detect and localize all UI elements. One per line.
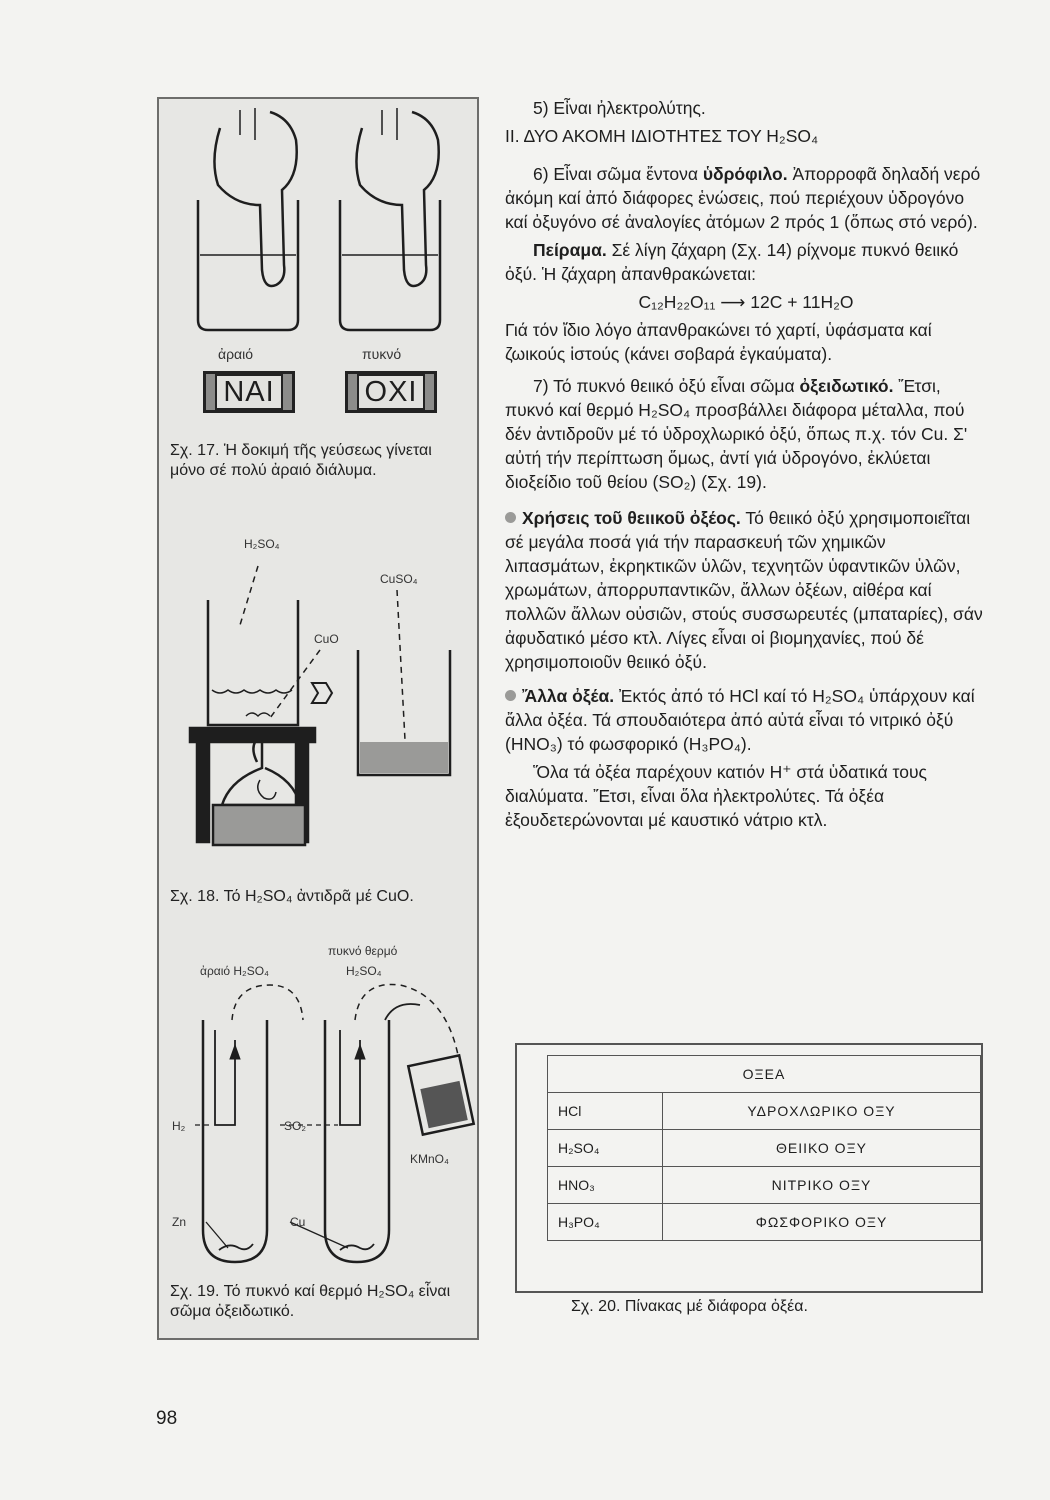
other-acids-paragraph: [505, 684, 987, 756]
fig19-label-conc-line2: H₂SO₄: [346, 964, 382, 978]
item-7-start: 7) Τό πυκνό θειικό ὀξύ εἶναι σῶμα: [533, 376, 800, 396]
section-heading-ii: ΙΙ. ΔΥΟ ΑΚΟΜΗ ΙΔΙΟΤΗΤΕΣ ΤΟΥ H₂SO₄: [505, 126, 819, 146]
table-row: [548, 1093, 981, 1130]
fig19-drawing: [195, 984, 474, 1262]
fig17-drawing: [198, 108, 440, 330]
acid-formula: HNO₃: [548, 1167, 663, 1204]
item-7-bold: ὀξειδωτικό.: [799, 376, 894, 396]
uses-bold: Χρήσεις τοῦ θειικοῦ ὀξέος.: [522, 508, 741, 528]
table-row: [548, 1204, 981, 1241]
other-acids-rest: Ἐκτός ἀπό τό HCl καί τό H₂SO₄ ὑπάρχουν καί ἄλλα ὀξέα. Τά σπουδαιότερα ἀπό αὐτά εἶναι τό νιτρικό ὀξύ (HNO₃) τό φωσφορικό (H₃PO₄).: [505, 686, 975, 754]
same-reason-paragraph: Γιά τόν ἴδιο λόγο ἀπανθρακώνει τό χαρτί, ὑφάσματα καί ζωικούς ἱστούς (κάνει σοβαρά ἐγκαύματα).: [505, 320, 932, 364]
item-6-start: 6) Εἶναι σῶμα ἔντονα: [533, 164, 703, 184]
fig19-label-h2: H₂: [172, 1119, 186, 1133]
item-6-rest: Ἀπορροφᾶ δηλαδή νερό ἀκόμη καί ἀπό διάφορες ἑνώσεις, πού περιέχουν ὑδρογόνο καί ὀξυγόνο σέ ἀναλογίες ἀτόμων 2 πρός 1 (ὅπως στό νερό).: [505, 164, 981, 232]
main-text-column: [505, 96, 987, 836]
acids-table-header: ΟΞΕΑ: [548, 1056, 981, 1093]
fig17-label-dilute: ἀραιό: [218, 346, 254, 362]
experiment-bold: Πείραμα.: [533, 240, 607, 260]
acid-name: ΝΙΤΡΙΚΟ ΟΞΥ: [663, 1167, 981, 1204]
item-7: [505, 374, 987, 494]
uses-rest: Τό θειικό ὀξύ χρησιμοποιεῖται σέ μεγάλα ποσά γιά τήν παρασκευή τῶν χημικῶν λιπασμάτων, ἐκρηκτικῶν ὑλῶν, τεχνητῶν ὑφαντικῶν ὑλῶν, χρωμάτων, ἀπορρυπαντικῶν, ἄλλων ὀξέων, αἰθέρα καί πολλῶν ἄλλων οὐσιῶν, στούς συσσωρευτές (μπαταρίες), σάν ἀφυδατικό μέσο κτλ. Λίγες εἶναι οἱ βιομηχανίες, πού δέ χρησιμοποιοῦν θειικό ὀξύ.: [505, 508, 983, 672]
fig17-caption: Σχ. 17. Ἡ δοκιμή τῆς γεύσεως γίνεται μόνο σέ πολύ ἀραιό διάλυμα.: [170, 442, 432, 479]
fig17-sign-yes-text: ΝΑΙ: [215, 374, 282, 410]
other-acids-bold: Ἄλλα ὀξέα.: [522, 686, 615, 706]
fig18-beaker-heated: [208, 600, 298, 725]
fig19-label-kmno4: KMnO₄: [410, 1152, 449, 1166]
item-5: 5) Εἶναι ἠλεκτρολύτης.: [533, 98, 706, 118]
fig17-label-concentrated: πυκνό: [362, 346, 402, 362]
bullet-icon: [505, 690, 516, 701]
fig17-sign-yes: [203, 371, 295, 413]
fig18-label-cuso4: CuSO₄: [380, 572, 418, 586]
fig18-drawing: [190, 566, 450, 845]
table-caption: Σχ. 20. Πίνακας μέ διάφορα ὀξέα.: [571, 1298, 808, 1315]
fig19-label-conc-line1: πυκνό θερμό: [328, 944, 398, 958]
all-acids-paragraph: Ὅλα τά ὀξέα παρέχουν κατιόν H⁺ στά ὑδατικά τους διαλύματα. Ἔτσι, εἶναι ὅλα ἠλεκτρολύτες. Τά ὀξέα ἐξουδετερώνονται μέ καυστικό νάτριο κτλ.: [505, 762, 927, 830]
fig18-label-h2so4: H₂SO₄: [244, 537, 280, 551]
fig18-caption: Σχ. 18. Τό H₂SO₄ ἀντιδρᾶ μέ CuO.: [170, 888, 414, 905]
bullet-icon: [505, 512, 516, 523]
fig19-label-dilute: ἀραιό H₂SO₄: [200, 964, 269, 978]
fig18-label-cuo: CuO: [314, 632, 339, 646]
fig17-sign-no: [345, 371, 437, 413]
experiment-rest: Σέ λίγη ζάχαρη (Σχ. 14) ρίχνομε πυκνό θειικό ὀξύ. Ἡ ζάχαρη ἀπανθρακώνεται:: [505, 240, 959, 284]
fig17-sign-no-text: ΟΧΙ: [357, 374, 426, 410]
fig19-caption: Σχ. 19. Τό πυκνό καί θερμό H₂SO₄ εἶναι σῶμα ὀξειδωτικό.: [170, 1283, 451, 1320]
uses-paragraph: [505, 506, 987, 674]
acid-name: ΘΕΙΙΚΟ ΟΞΥ: [663, 1130, 981, 1167]
acid-formula: H₂SO₄: [548, 1130, 663, 1167]
item-6: [505, 162, 987, 234]
experiment-paragraph: [505, 238, 987, 286]
acids-table: [547, 1055, 981, 1241]
item-6-bold: ὑδρόφιλο.: [702, 164, 788, 184]
fig19-label-cu: Cu: [290, 1215, 306, 1229]
page-number: 98: [156, 1408, 178, 1429]
table-row: [548, 1167, 981, 1204]
fig19-label-zn: Zn: [172, 1215, 187, 1229]
acid-formula: HCl: [548, 1093, 663, 1130]
fig19-label-so2: SO₂: [284, 1119, 306, 1133]
acid-name: ΦΩΣΦΟΡΙΚΟ ΟΞΥ: [663, 1204, 981, 1241]
acid-name: ΥΔΡΟΧΛΩΡΙΚΟ ΟΞΥ: [663, 1093, 981, 1130]
sugar-equation: C₁₂H₂₂O₁₁ ⟶ 12C + 11H₂O: [638, 292, 854, 312]
table-row: [548, 1130, 981, 1167]
item-7-rest: Ἔτσι, πυκνό καί θερμό H₂SO₄ προσβάλλει διάφορα μέταλλα, πού δέν ἀντιδροῦν μέ τό ὑδροχλωρικό ὀξύ, ὅπως π.χ. τόν Cu. Σ' αὐτή τήν περίπτωση ὅμως, ἀντί γιά ὑδρογόνο, ἐκλύεται διοξείδιο τοῦ θείου (SO₂) (Σχ. 19).: [505, 376, 968, 492]
acid-formula: H₃PO₄: [548, 1204, 663, 1241]
acids-table-frame: [515, 1043, 983, 1293]
